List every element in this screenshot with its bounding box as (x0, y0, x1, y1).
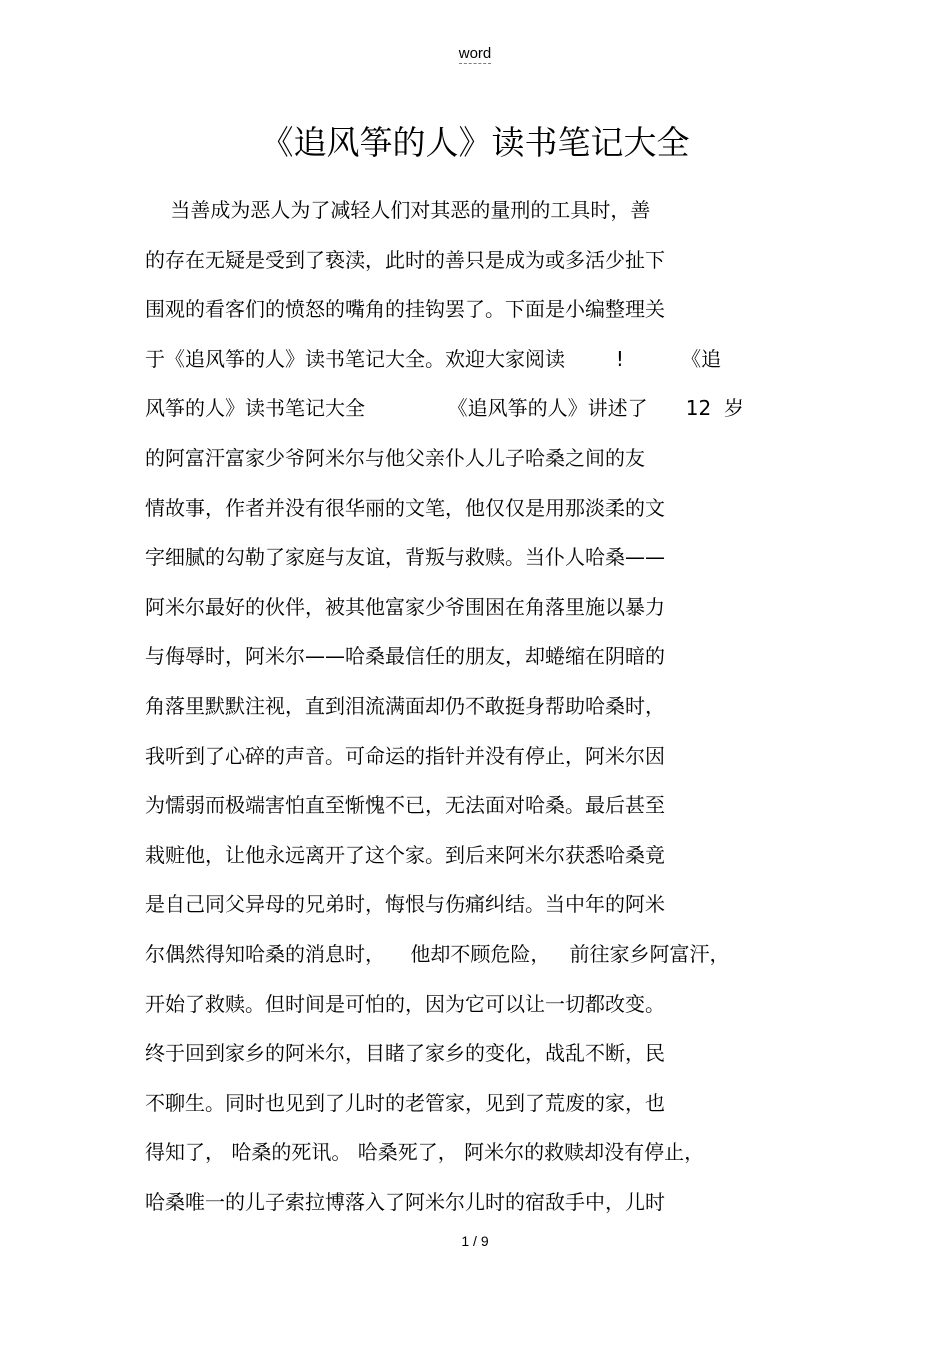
body-line: 得知了， 哈桑的死讯。 哈桑死了， 阿米尔的救赎却没有停止， (145, 1140, 705, 1165)
body-line: 尔偶然得知哈桑的消息时， 他却不顾危险， 前往家乡阿富汗， (145, 941, 730, 966)
body-line: 我听到了心碎的声音。可命运的指针并没有停止，阿米尔因 (145, 743, 665, 768)
header-word-label: word (458, 45, 492, 62)
document-title: 《追风筝的人》读书笔记大全 (260, 123, 690, 162)
body-line: 字细腻的勾勒了家庭与友谊，背叛与救赎。当仆人哈桑—— (145, 545, 665, 570)
body-line: 栽赃他，让他永远离开了这个家。到后来阿米尔获悉哈桑竟 (145, 842, 665, 867)
body-line: 于《追风筝的人》读书笔记大全。欢迎大家阅读 ! 《追 (145, 346, 722, 371)
document-header (0, 44, 950, 64)
body-line: 开始了救赎。但时间是可怕的，因为它可以让一切都改变。 (145, 991, 665, 1016)
body-line: 的存在无疑是受到了亵渎，此时的善只是成为或多活少扯下 (145, 247, 665, 272)
body-line: 为懦弱而极端害怕直至惭愧不已，无法面对哈桑。最后甚至 (145, 793, 665, 818)
body-line: 角落里默默注视，直到泪流满面却仍不敢挺身帮助哈桑时， (145, 693, 665, 718)
body-line: 围观的看客们的愤怒的嘴角的挂钩罢了。下面是小编整理关 (145, 297, 665, 322)
body-line: 的阿富汗富家少爷阿米尔与他父亲仆人儿子哈桑之间的友 (145, 445, 645, 470)
document-body (145, 186, 825, 1227)
body-line: 当善成为恶人为了减轻人们对其恶的量刑的工具时，善 (145, 198, 651, 222)
body-line: 终于回到家乡的阿米尔，目睹了家乡的变化，战乱不断，民 (145, 1041, 665, 1066)
body-line: 风筝的人》读书笔记大全 《追风筝的人》讲述了 12 岁 (145, 396, 744, 421)
body-line: 哈桑唯一的儿子索拉博落入了阿米尔儿时的宿敌手中，儿时 (145, 1189, 665, 1214)
body-line: 不聊生。同时也见到了儿时的老管家，见到了荒废的家，也 (145, 1090, 665, 1115)
body-line: 情故事，作者并没有很华丽的文笔，他仅仅是用那淡柔的文 (145, 495, 665, 520)
body-line: 与侮辱时，阿米尔——哈桑最信任的朋友，却蜷缩在阴暗的 (145, 644, 665, 669)
page-number: 1 / 9 (461, 1233, 489, 1249)
body-line: 阿米尔最好的伙伴，被其他富家少爷围困在角落里施以暴力 (145, 594, 665, 619)
body-line: 是自己同父异母的兄弟时，悔恨与伤痛纠结。当中年的阿米 (145, 892, 665, 917)
